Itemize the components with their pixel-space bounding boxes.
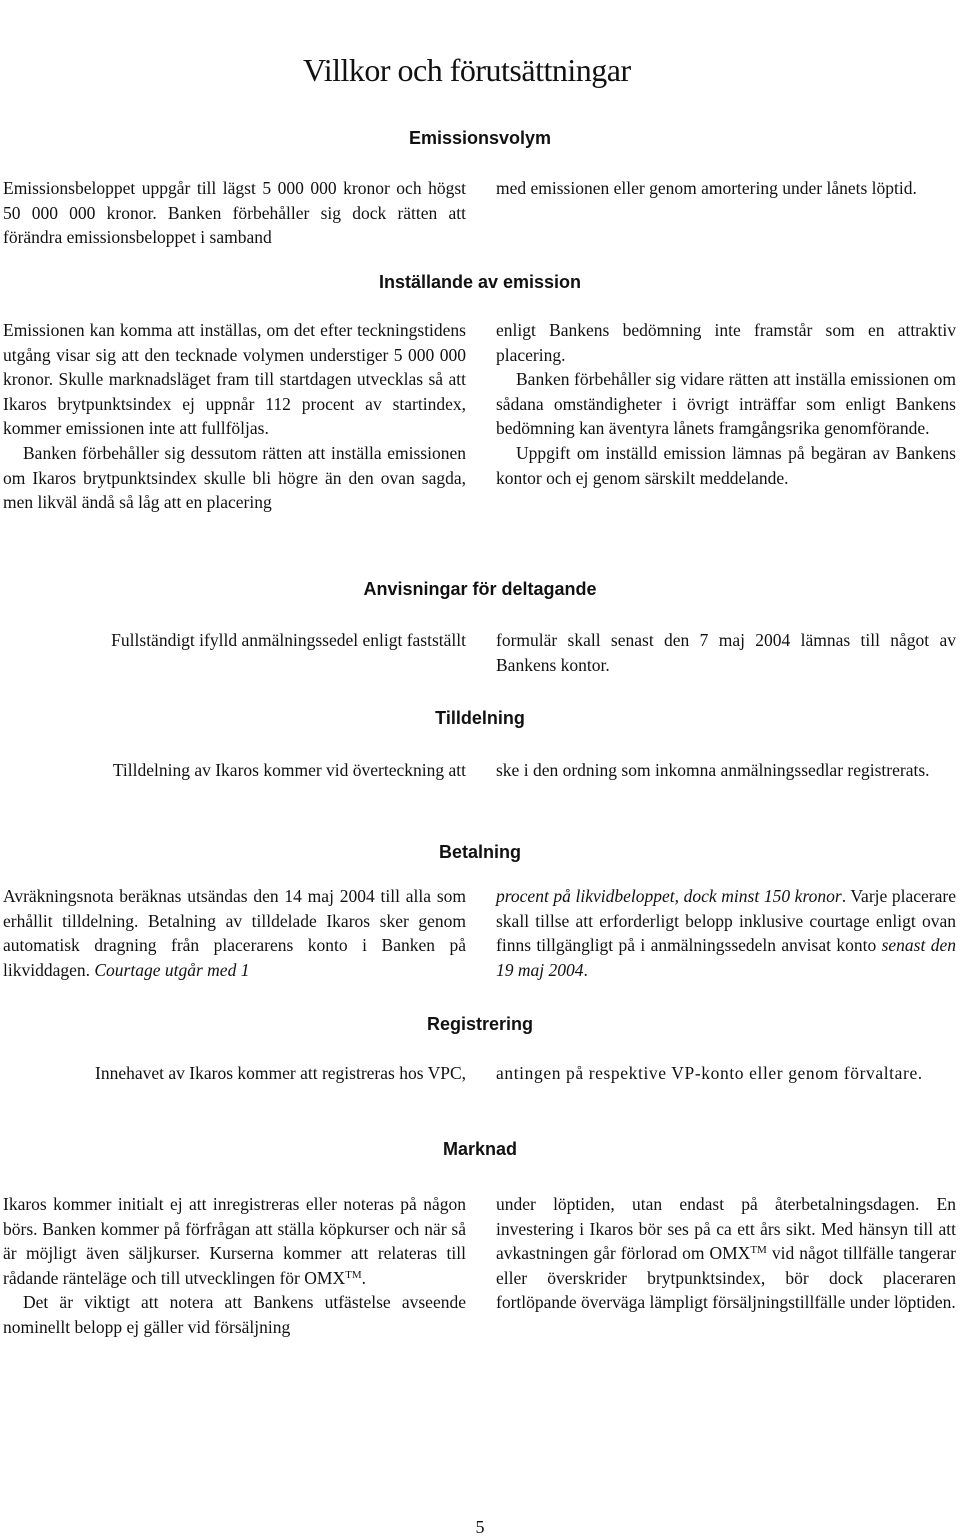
- text-run: . Varje placerare skall tillse att erforderligt belopp inklusive courtage enligt ovan finns tillgängligt på i anmälningssedeln anvisat konto: [496, 886, 956, 956]
- emissionsvolym-right-column: [496, 176, 956, 201]
- marknad-right-column: [496, 1192, 956, 1315]
- betalning-right-column: [496, 884, 956, 982]
- text-run: under löptiden, utan endast på återbetalningsdagen. En investering i Ikaros bör ses på ca ett års sikt. Med hänsyn till att avkastningen går förlorad om OMX: [496, 1194, 956, 1264]
- paragraph: Uppgift om inställd emission lämnas på begäran av Bankens kontor och ej genom särskilt meddelande.: [496, 442, 956, 488]
- paragraph: Det är viktigt att notera att Bankens utfästelse avseende nominellt belopp ej gäller vid försäljning: [3, 1292, 466, 1337]
- anvisningar-left-column: [3, 628, 466, 653]
- paragraph: ske i den ordning som inkomna anmälningssedlar registrerats.: [496, 760, 930, 780]
- installande-right-column: [496, 318, 956, 490]
- paragraph: enligt Bankens bedömning inte framstår som en attraktiv placering.: [496, 320, 956, 365]
- paragraph: antingen på respektive VP-konto eller genom förvaltare.: [496, 1063, 923, 1083]
- paragraph: Emissionen kan komma att inställas, om det efter teckningstidens utgång visar sig att den tecknade volymen understiger 5 000 000 kronor. Skulle marknadsläget fram till startdagen utvecklas så att Ikaros brytpunktsindex ej uppnår 112 procent av startindex, kommer emissionen inte att fullföljas.: [3, 320, 466, 439]
- paragraph: formulär skall senast den 7 maj 2004 lämnas till något av Bankens kontor.: [496, 630, 956, 675]
- paragraph: Emissionsbeloppet uppgår till lägst 5 000 000 kronor och högst 50 000 000 kronor. Banken förbehåller sig dock rätten att förändra emissionsbeloppet i samband: [3, 178, 466, 248]
- betalning-left-column: [3, 884, 466, 982]
- marknad-left-column: [3, 1192, 466, 1340]
- emissionsvolym-left-column: [3, 176, 466, 250]
- text-run: vid något tillfälle tangerar eller överskrider brytpunktsindex, bör dock placeraren fortlöpande överväga lämpligt försäljningstillfälle under löptiden.: [496, 1243, 956, 1313]
- paragraph: [3, 884, 466, 982]
- text-run: .: [361, 1267, 366, 1288]
- page-title: Villkor och förutsättningar: [303, 52, 631, 88]
- installande-left-column: [3, 318, 466, 515]
- page-number: 5: [475, 1517, 485, 1537]
- trademark-superscript: TM: [345, 1268, 362, 1281]
- paragraph: [496, 884, 956, 982]
- italic-text: procent på likvidbeloppet, dock minst 150 kronor: [496, 886, 842, 906]
- tilldelning-right-column: [496, 758, 956, 783]
- heading-tilldelning: Tilldelning: [435, 708, 525, 728]
- anvisningar-right-column: [496, 628, 956, 677]
- heading-installande: Inställande av emission: [378, 272, 582, 292]
- heading-marknad: Marknad: [442, 1139, 518, 1159]
- italic-text: senast den 19 maj 2004: [496, 935, 956, 980]
- text-run: Avräkningsnota beräknas utsändas den 14 maj 2004 till alla som erhållit tilldelning. Betalning av tilldelade Ikaros sker genom automatisk dragning från placerarens konto i Banken på likviddagen.: [3, 886, 466, 980]
- registrering-right-column: [496, 1061, 956, 1086]
- paragraph: Innehavet av Ikaros kommer att registreras hos VPC,: [95, 1063, 466, 1083]
- heading-anvisningar: Anvisningar för deltagande: [363, 579, 597, 599]
- text-run: .: [583, 959, 588, 980]
- paragraph: Tilldelning av Ikaros kommer vid överteckning att: [112, 760, 466, 780]
- paragraph: [496, 1192, 956, 1315]
- paragraph: Banken förbehåller sig vidare rätten att inställa emissionen om sådana omständigheter i övrigt inträffar som enligt Bankens bedömning kan äventyra lånets framgångsrika genomförande.: [496, 369, 956, 439]
- paragraph: [3, 1192, 466, 1290]
- text-run: Ikaros kommer initialt ej att inregistreras eller noteras på någon börs. Banken kommer på förfrågan att ställa köpkurser och när så är möjligt även säljkurser. Kurserna kommer att relateras till rådande ränteläge och till utvecklingen för OMX: [3, 1194, 466, 1288]
- heading-emissionsvolym: Emissionsvolym: [408, 128, 552, 148]
- registrering-left-column: [3, 1061, 466, 1086]
- trademark-superscript: TM: [750, 1244, 767, 1257]
- paragraph: Banken förbehåller sig dessutom rätten att inställa emissionen om Ikaros brytpunktsindex skulle bli högre än den ovan sagda, men likväl ändå så låg att en placering: [3, 442, 466, 513]
- paragraph: med emissionen eller genom amortering under lånets löptid.: [496, 178, 917, 198]
- tilldelning-left-column: [3, 758, 466, 783]
- paragraph: Fullständigt ifylld anmälningssedel enligt fastställt: [111, 630, 466, 650]
- heading-registrering: Registrering: [426, 1014, 534, 1034]
- italic-text: Courtage utgår med 1: [94, 959, 250, 980]
- heading-betalning: Betalning: [438, 842, 521, 862]
